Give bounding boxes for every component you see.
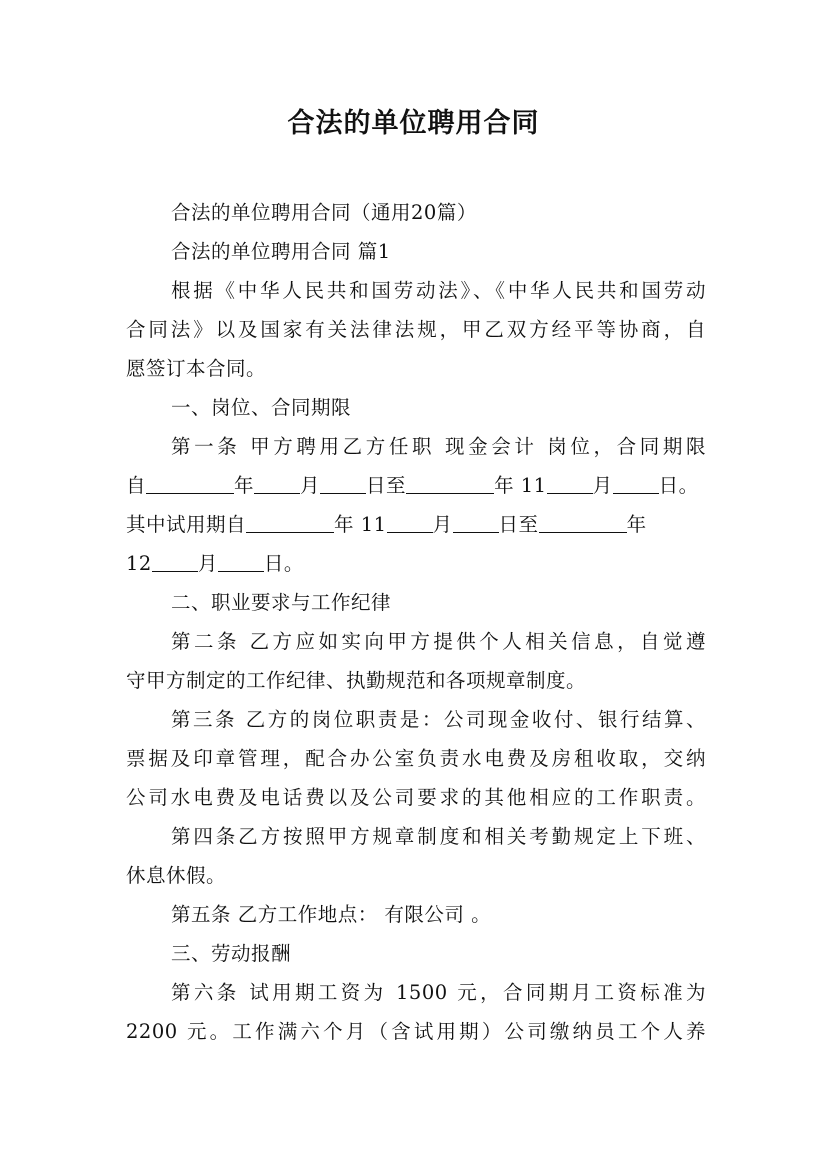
paragraph-line: 第五条 乙方工作地点： 有限公司 。 [171, 903, 492, 926]
paragraph-line: 愿签订本合同。 [126, 357, 267, 380]
text-fragment: 月 [592, 474, 613, 497]
fill-blank [254, 474, 300, 495]
fill-blank [320, 474, 366, 495]
paragraph-line: 守甲方制定的工作纪律、执勤规范和各项规章制度。 [126, 669, 587, 692]
text-fragment: 年 [626, 513, 647, 536]
probation-period-line [126, 505, 706, 544]
section-heading: 三、劳动报酬 [171, 942, 292, 965]
paragraph-line: 根据《中华人民共和国劳动法》、《中华人民共和国劳动 [171, 279, 706, 302]
paragraph-line: 第二条 乙方应如实向甲方提供个人相关信息，自觉遵 [171, 630, 706, 653]
document-body [126, 193, 706, 1051]
text-fragment: 月 [432, 513, 453, 536]
subtitle-line: 合法的单位聘用合同（通用20篇） [171, 201, 477, 224]
fill-blank [152, 552, 198, 573]
text-fragment: 其中试用期自 [126, 513, 247, 536]
text-fragment: 年 [234, 474, 255, 497]
text-fragment: 日至 [366, 474, 407, 497]
fill-blank [547, 474, 593, 495]
document-title: 合法的单位聘用合同 [287, 108, 540, 139]
text-fragment: 自 [126, 474, 147, 497]
section-heading: 合法的单位聘用合同 篇1 [171, 240, 391, 263]
paragraph-line: 票据及印章管理，配合办公室负责水电费及房租收取，交纳 [126, 747, 706, 770]
text-fragment: 月 [300, 474, 321, 497]
paragraph-line: 合同法》以及国家有关法律法规，甲乙双方经平等协商，自 [126, 318, 706, 341]
text-fragment: 年 11 [334, 513, 387, 536]
section-heading: 一、岗位、合同期限 [171, 396, 352, 419]
fill-blank [453, 513, 499, 534]
fill-blank [613, 474, 659, 495]
text-fragment: 日。 [658, 474, 699, 497]
fill-blank [146, 474, 234, 495]
probation-end-line [126, 544, 706, 583]
section-heading: 二、职业要求与工作纪律 [171, 591, 392, 614]
paragraph-line: 公司水电费及电话费以及公司要求的其他相应的工作职责。 [126, 786, 706, 809]
text-fragment: 月 [197, 552, 218, 575]
paragraph-line: 第一条 甲方聘用乙方任职 现金会计 岗位，合同期限 [171, 435, 706, 458]
text-fragment: 年 11 [494, 474, 547, 497]
text-fragment: 日。 [263, 552, 304, 575]
fill-blank [539, 513, 627, 534]
contract-period-line [126, 466, 706, 505]
paragraph-line: 第六条 试用期工资为 1500 元，合同期月工资标准为 [171, 981, 706, 1004]
paragraph-line: 第四条乙方按照甲方规章制度和相关考勤规定上下班、 [171, 825, 706, 848]
text-fragment: 日至 [498, 513, 539, 536]
text-fragment: 12 [126, 552, 152, 575]
paragraph-line: 休息休假。 [126, 864, 227, 887]
fill-blank [406, 474, 494, 495]
paragraph-line: 2200 元。工作满六个月（含试用期）公司缴纳员工个人养 [126, 1020, 706, 1043]
paragraph-line: 第三条 乙方的岗位职责是：公司现金收付、银行结算、 [171, 708, 706, 731]
fill-blank [387, 513, 433, 534]
fill-blank [218, 552, 264, 573]
fill-blank [246, 513, 334, 534]
